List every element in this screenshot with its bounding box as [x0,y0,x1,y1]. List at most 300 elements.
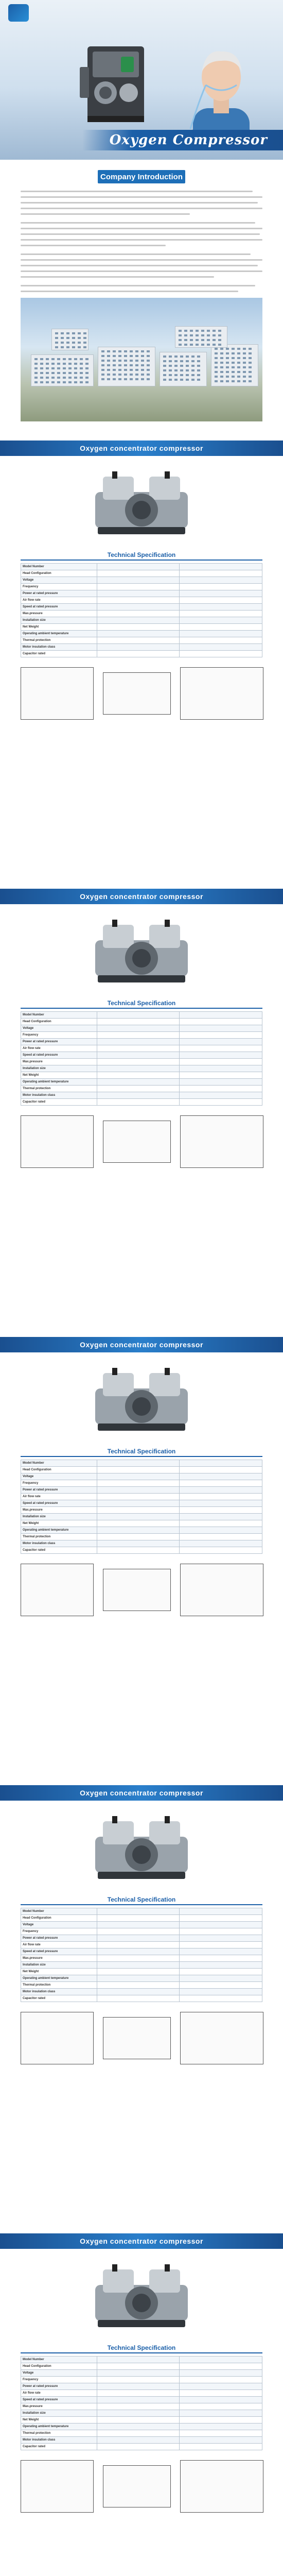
spec-value [97,1962,180,1969]
spec-value [180,1480,262,1487]
product-section [0,2233,283,2576]
spec-label: Head Configuration [21,1915,97,1922]
spec-value [97,1473,180,1480]
spec-table [21,1011,262,1106]
spec-value [180,2383,262,2390]
spec-value [97,1527,180,1534]
spec-value [180,2357,262,2363]
spec-value [97,2357,180,2363]
spec-value [97,1534,180,1540]
spec-row [21,1955,262,1962]
spec-label: Max.pressure [21,1059,97,1065]
spec-value [97,2410,180,2417]
dimension-drawing-view [103,2465,171,2507]
hero-title: Oxygen Compressor [109,132,268,148]
spec-value [97,570,180,577]
spec-value [97,1059,180,1065]
spec-label: Capacitor rated [21,651,97,657]
spec-table-title: Technical Specification [21,1448,262,1457]
spec-value [97,1065,180,1072]
spec-label: Power at rated pressure [21,1487,97,1494]
spec-value [180,2417,262,2424]
dimension-drawing-view [180,667,263,720]
spec-row [21,1086,262,1092]
product-section [0,1337,283,1785]
dimension-drawing-view [21,1564,94,1616]
spec-value [180,570,262,577]
spec-table [21,2356,262,2450]
spec-row [21,1520,262,1527]
spec-label: Thermal protection [21,1982,97,1989]
spec-value [97,1922,180,1928]
spec-value [180,1520,262,1527]
spec-row [21,2377,262,2383]
spec-label: Installation size [21,2410,97,2417]
spec-row [21,2390,262,2397]
spec-label: Operating ambient temperature [21,2424,97,2430]
compressor-photo [87,1363,196,1440]
dimension-drawing-view [21,2012,94,2064]
section-title-bar [0,1337,283,1352]
spec-value [180,1915,262,1922]
compressor-photo [87,1811,196,1888]
spec-row [21,1494,262,1500]
spec-row [21,1534,262,1540]
spec-label: Net Weight [21,2417,97,2424]
spec-label: Speed at rated pressure [21,1052,97,1059]
spec-label: Model Number [21,1460,97,1467]
spec-row [21,1948,262,1955]
spec-row [21,1099,262,1106]
spec-value [180,2403,262,2410]
spec-label: Thermal protection [21,2430,97,2437]
compressor-photo [87,466,196,544]
spec-value [97,1039,180,1045]
section-title: Oxygen concentrator compressor [80,2237,203,2245]
spec-row [21,2403,262,2410]
spec-value [97,1032,180,1039]
spec-value [97,2377,180,2383]
spec-value [97,2390,180,2397]
dimension-drawings [21,667,262,724]
spec-label: Model Number [21,564,97,570]
spec-value [180,1487,262,1494]
spec-row [21,1547,262,1554]
spec-row [21,1969,262,1975]
spec-value [97,644,180,651]
spec-label: Model Number [21,2357,97,2363]
spec-label: Thermal protection [21,637,97,644]
spec-label: Frequency [21,584,97,590]
spec-row [21,1922,262,1928]
spec-value [97,1460,180,1467]
spec-row [21,1079,262,1086]
compressor-photo [87,2259,196,2336]
spec-value [97,1494,180,1500]
spec-label: Max.pressure [21,1507,97,1514]
spec-value [97,584,180,590]
spec-value [97,651,180,657]
spec-value [97,1948,180,1955]
spec-value [180,2363,262,2370]
spec-value [180,1500,262,1507]
spec-label: Net Weight [21,1520,97,1527]
spec-value [97,1019,180,1025]
spec-label: Air flow rate [21,1045,97,1052]
spec-value [97,2370,180,2377]
dimension-drawing-view [103,1121,171,1163]
spec-row [21,1059,262,1065]
spec-label: Max.pressure [21,1955,97,1962]
spec-value [97,1908,180,1915]
spec-row [21,1019,262,1025]
spec-row [21,1473,262,1480]
spec-value [97,597,180,604]
product-section [0,1785,283,2233]
spec-value [180,1989,262,1995]
spec-value [97,1079,180,1086]
spec-row [21,2444,262,2450]
spec-value [180,1922,262,1928]
spec-value [97,1969,180,1975]
spec-row [21,1975,262,1982]
spec-row [21,564,262,570]
spec-value [180,1059,262,1065]
dimension-drawings [21,2460,262,2517]
spec-label: Motor insulation class [21,1540,97,1547]
spec-value [180,2390,262,2397]
spec-value [180,1948,262,1955]
spec-value [180,1072,262,1079]
spec-label: Voltage [21,1922,97,1928]
dimension-drawings [21,2012,262,2069]
spec-label: Head Configuration [21,2363,97,2370]
spec-value [180,611,262,617]
spec-value [180,644,262,651]
spec-label: Power at rated pressure [21,590,97,597]
spec-value [180,1955,262,1962]
spec-table [21,1908,262,2002]
spec-row [21,1935,262,1942]
spec-value [180,1540,262,1547]
spec-value [97,2363,180,2370]
spec-value [180,1527,262,1534]
spec-value [180,1025,262,1032]
section-title-bar [0,2233,283,2249]
spec-value [97,1995,180,2002]
product-section [0,889,283,1337]
spec-value [180,2397,262,2403]
spec-label: Operating ambient temperature [21,1527,97,1534]
spec-value [97,624,180,631]
spec-value [180,577,262,584]
spec-label: Speed at rated pressure [21,1948,97,1955]
company-intro-text [21,191,262,294]
spec-value [97,2397,180,2403]
spec-value [180,1507,262,1514]
spec-value [97,604,180,611]
spec-label: Speed at rated pressure [21,604,97,611]
spec-label: Capacitor rated [21,1547,97,1554]
spec-label: Voltage [21,2370,97,2377]
spec-label: Installation size [21,1962,97,1969]
spec-value [180,1099,262,1106]
dimension-drawing-view [21,667,94,720]
spec-value [97,1500,180,1507]
spec-table [21,1460,262,1554]
spec-label: Power at rated pressure [21,2383,97,2390]
spec-value [97,1507,180,1514]
spec-value [180,597,262,604]
spec-value [97,1099,180,1106]
spec-label: Thermal protection [21,1534,97,1540]
spec-value [97,1514,180,1520]
spec-value [180,1969,262,1975]
spec-table-title: Technical Specification [21,1896,262,1905]
spec-label: Net Weight [21,1072,97,1079]
spec-value [180,637,262,644]
spec-value [97,590,180,597]
spec-row [21,2424,262,2430]
spec-row [21,2357,262,2363]
dimension-drawing-view [180,2460,263,2513]
spec-label: Model Number [21,1012,97,1019]
spec-value [180,1032,262,1039]
compressor-machine-image [77,36,154,126]
spec-value [97,577,180,584]
spec-row [21,1514,262,1520]
spec-row [21,1032,262,1039]
section-title-bar [0,889,283,904]
spec-value [97,2383,180,2390]
spec-value [97,2424,180,2430]
spec-row [21,651,262,657]
spec-row [21,1962,262,1969]
spec-value [97,1982,180,1989]
spec-value [97,1487,180,1494]
spec-value [180,1460,262,1467]
spec-value [180,1908,262,1915]
spec-value [180,584,262,590]
spec-row [21,1065,262,1072]
spec-row [21,2370,262,2377]
spec-value [180,1045,262,1052]
spec-value [180,2430,262,2437]
spec-row [21,2397,262,2403]
dimension-drawing-view [103,1569,171,1611]
spec-value [180,2437,262,2444]
spec-row [21,2383,262,2390]
spec-value [97,617,180,624]
spec-value [97,1935,180,1942]
spec-row [21,1480,262,1487]
section-title: Oxygen concentrator compressor [80,444,203,452]
hero-banner-area [0,0,283,160]
spec-label: Net Weight [21,624,97,631]
spec-label: Capacitor rated [21,1099,97,1106]
factory-campus-image [21,298,262,421]
spec-label: Installation size [21,617,97,624]
spec-label: Air flow rate [21,2390,97,2397]
spec-value [180,1942,262,1948]
spec-value [97,1540,180,1547]
spec-value [180,1473,262,1480]
spec-value [97,611,180,617]
dimension-drawing-view [21,2460,94,2513]
spec-value [97,1547,180,1554]
dimension-drawing-view [180,1115,263,1168]
spec-row [21,604,262,611]
spec-label: Installation size [21,1514,97,1520]
dimension-drawing-view [21,1115,94,1168]
spec-value [180,2377,262,2383]
spec-value [97,631,180,637]
spec-row [21,1995,262,2002]
spec-row [21,2410,262,2417]
spec-label: Air flow rate [21,597,97,604]
spec-label: Frequency [21,1032,97,1039]
spec-row [21,624,262,631]
spec-row [21,1915,262,1922]
spec-row [21,1045,262,1052]
spec-value [180,651,262,657]
spec-label: Power at rated pressure [21,1935,97,1942]
spec-row [21,2417,262,2424]
dimension-drawing-view [180,2012,263,2064]
spec-label: Motor insulation class [21,2437,97,2444]
spec-row [21,1942,262,1948]
spec-value [97,1072,180,1079]
spec-row [21,597,262,604]
spec-label: Speed at rated pressure [21,2397,97,2403]
company-intro-heading: Company Introduction [98,170,185,183]
spec-label: Capacitor rated [21,2444,97,2450]
spec-value [97,2437,180,2444]
spec-row [21,1928,262,1935]
spec-value [180,1086,262,1092]
spec-value [180,564,262,570]
spec-label: Operating ambient temperature [21,1975,97,1982]
spec-label: Voltage [21,1025,97,1032]
spec-label: Voltage [21,1473,97,1480]
spec-value [180,2444,262,2450]
spec-value [180,1065,262,1072]
spec-value [97,1520,180,1527]
spec-value [180,590,262,597]
spec-value [97,1086,180,1092]
spec-row [21,2430,262,2437]
spec-row [21,1908,262,1915]
factory-building [51,329,89,350]
spec-label: Thermal protection [21,1086,97,1092]
spec-label: Capacitor rated [21,1995,97,2002]
spec-table-title: Technical Specification [21,2344,262,2353]
spec-label: Model Number [21,1908,97,1915]
spec-value [180,1494,262,1500]
spec-table-title: Technical Specification [21,551,262,561]
spec-row [21,1982,262,1989]
spec-value [180,1467,262,1473]
spec-value [97,2417,180,2424]
spec-row [21,1540,262,1547]
spec-row [21,644,262,651]
factory-building [211,344,258,386]
spec-row [21,1487,262,1494]
spec-row [21,1527,262,1534]
spec-label: Head Configuration [21,1467,97,1473]
spec-value [180,2424,262,2430]
spec-value [180,2370,262,2377]
spec-label: Frequency [21,2377,97,2383]
factory-building [98,347,155,386]
spec-row [21,2437,262,2444]
spec-value [180,1039,262,1045]
spec-label: Power at rated pressure [21,1039,97,1045]
dimension-drawing-view [103,2017,171,2059]
spec-label: Motor insulation class [21,1989,97,1995]
compressor-photo [87,914,196,992]
spec-label: Operating ambient temperature [21,631,97,637]
spec-value [97,2430,180,2437]
spec-value [97,1480,180,1487]
spec-row [21,631,262,637]
brand-logo-icon [8,4,29,22]
spec-value [180,1079,262,1086]
dimension-drawing-view [103,672,171,715]
spec-row [21,584,262,590]
spec-row [21,1989,262,1995]
spec-row [21,617,262,624]
spec-label: Max.pressure [21,611,97,617]
section-title: Oxygen concentrator compressor [80,1789,203,1797]
spec-value [180,1995,262,2002]
spec-row [21,1092,262,1099]
spec-value [180,604,262,611]
spec-label: Head Configuration [21,570,97,577]
factory-building [175,326,227,348]
dimension-drawing-view [180,1564,263,1616]
spec-label: Frequency [21,1928,97,1935]
spec-value [97,1467,180,1473]
spec-value [180,1019,262,1025]
spec-value [180,624,262,631]
spec-value [97,1975,180,1982]
spec-row [21,637,262,644]
spec-value [97,1989,180,1995]
spec-value [180,1975,262,1982]
spec-value [97,1025,180,1032]
spec-value [180,1547,262,1554]
spec-value [180,617,262,624]
dimension-drawings [21,1115,262,1172]
spec-value [180,1514,262,1520]
spec-value [180,631,262,637]
spec-value [180,1052,262,1059]
spec-label: Installation size [21,1065,97,1072]
spec-label: Operating ambient temperature [21,1079,97,1086]
spec-row [21,2363,262,2370]
spec-label: Air flow rate [21,1494,97,1500]
factory-building [160,352,207,386]
section-title-bar [0,440,283,456]
spec-value [97,1045,180,1052]
spec-value [180,1534,262,1540]
spec-row [21,1072,262,1079]
spec-label: Voltage [21,577,97,584]
spec-value [97,1942,180,1948]
spec-row [21,1507,262,1514]
section-title: Oxygen concentrator compressor [80,892,203,901]
